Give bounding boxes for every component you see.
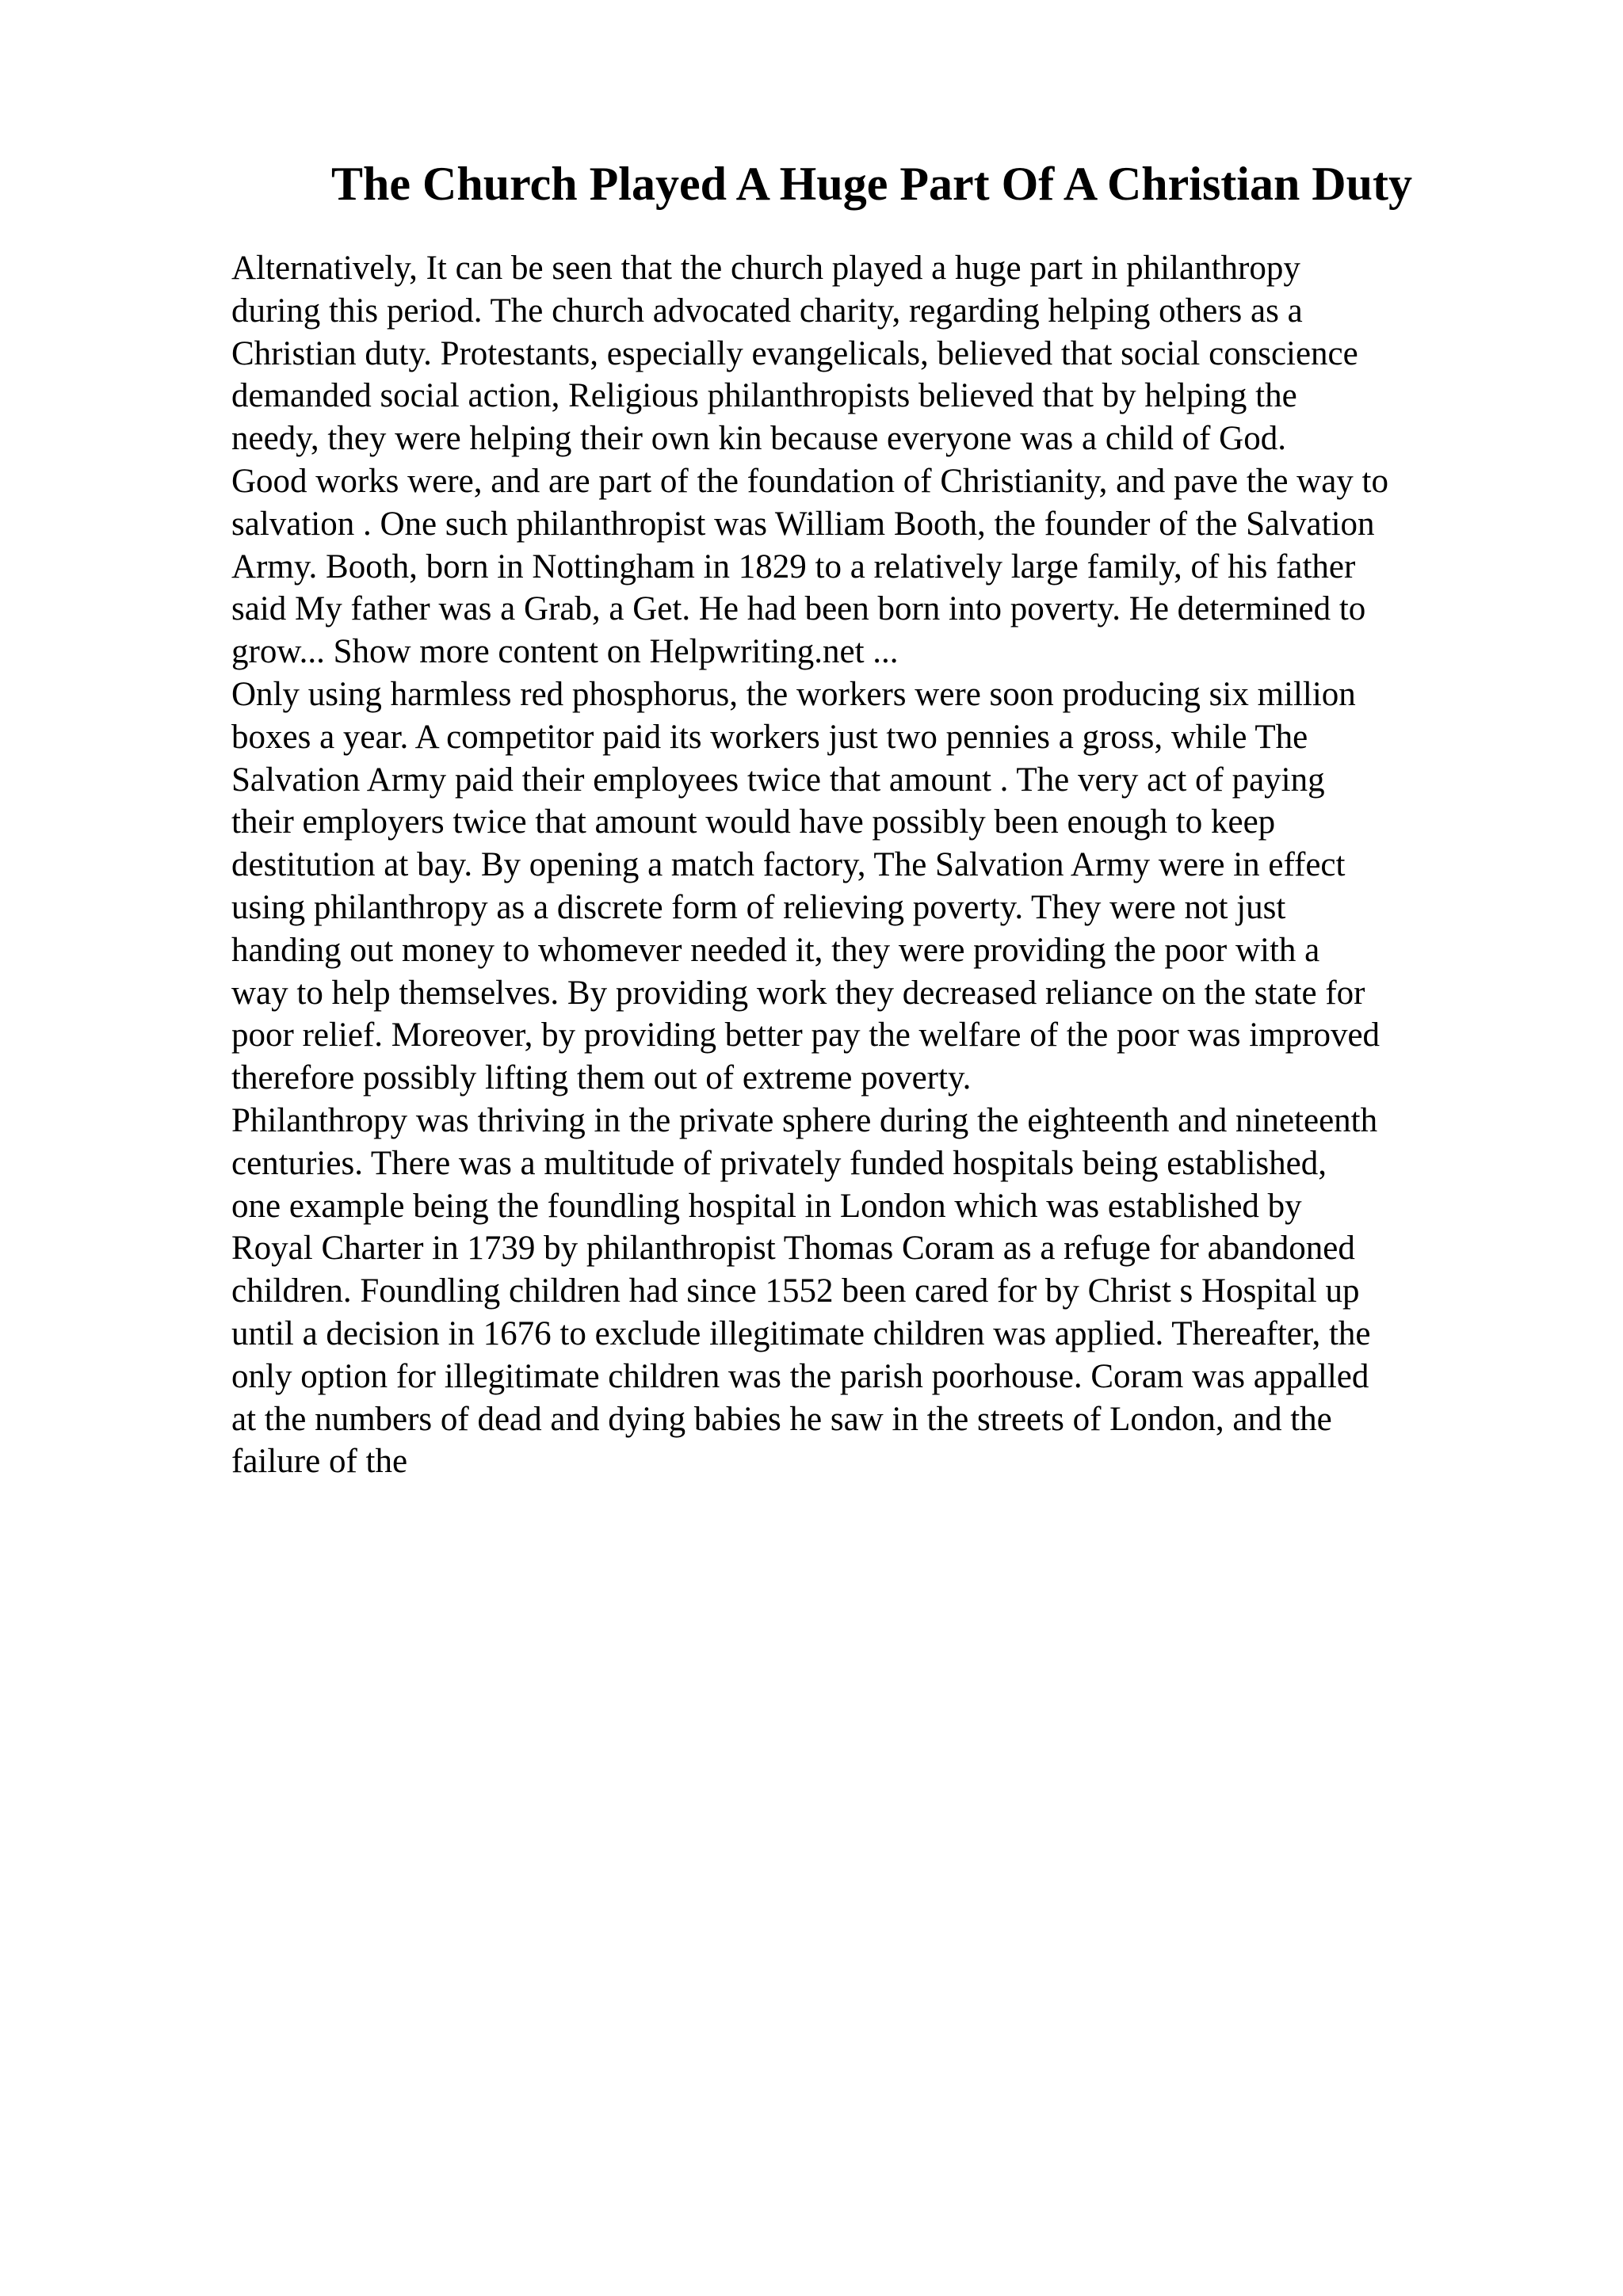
- body-line: handing out money to whomever needed it, they were providing the poor with a: [231, 931, 1320, 969]
- body-line: children. Foundling children had since 1552 been cared for by Christ s Hospital up: [231, 1272, 1360, 1310]
- body-line: only option for illegitimate children was the parish poorhouse. Coram was appalled: [231, 1357, 1369, 1395]
- body-line: salvation . One such philanthropist was William Booth, the founder of the Salvation: [231, 505, 1375, 543]
- body-line: using philanthropy as a discrete form of relieving poverty. They were not just: [231, 888, 1286, 926]
- body-line: Alternatively, It can be seen that the church played a huge part in philanthropy: [231, 250, 1300, 287]
- body-line: during this period. The church advocated charity, regarding helping others as a: [231, 292, 1303, 330]
- body-line: Philanthropy was thriving in the private sphere during the eighteenth and nineteenth: [231, 1101, 1378, 1139]
- body-line: grow... Show more content on Helpwriting.net ...: [231, 633, 899, 671]
- body-line: needy, they were helping their own kin because everyone was a child of God.: [231, 420, 1286, 458]
- body-line: therefore possibly lifting them out of extreme poverty.: [231, 1059, 972, 1097]
- body-line: their employers twice that amount would have possibly been enough to keep: [231, 803, 1276, 841]
- body-line: Army. Booth, born in Nottingham in 1829 to a relatively large family, of his father: [231, 547, 1356, 585]
- body-line: Good works were, and are part of the foundation of Christianity, and pave the way to: [231, 462, 1388, 500]
- body-line: destitution at bay. By opening a match factory, The Salvation Army were in effect: [231, 846, 1346, 884]
- body-line: Only using harmless red phosphorus, the workers were soon producing six million: [231, 675, 1356, 713]
- body-line: way to help themselves. By providing work they decreased reliance on the state for: [231, 974, 1365, 1012]
- body-line: Salvation Army paid their employees twice that amount . The very act of paying: [231, 761, 1325, 799]
- document-title: The Church Played A Huge Part Of A Christian Duty: [330, 158, 1412, 210]
- body-line: demanded social action, Religious philanthropists believed that by helping the: [231, 377, 1297, 415]
- body-line: said My father was a Grab, a Get. He had been born into poverty. He determined to: [231, 590, 1366, 628]
- body-line: at the numbers of dead and dying babies he saw in the streets of London, and the: [231, 1400, 1332, 1438]
- body-line: one example being the foundling hospital in London which was established by: [231, 1187, 1302, 1225]
- body-line: Royal Charter in 1739 by philanthropist Thomas Coram as a refuge for abandoned: [231, 1230, 1355, 1268]
- document-body: [231, 247, 1594, 1483]
- body-line: poor relief. Moreover, by providing better pay the welfare of the poor was improved: [231, 1016, 1381, 1055]
- body-line: Christian duty. Protestants, especially evangelicals, believed that social conscience: [231, 334, 1358, 372]
- body-line: failure of the: [231, 1443, 408, 1481]
- body-line: until a decision in 1676 to exclude illegitimate children was applied. Thereafter, the: [231, 1314, 1371, 1352]
- body-line: boxes a year. A competitor paid its workers just two pennies a gross, while The: [231, 718, 1308, 756]
- body-line: centuries. There was a multitude of privately funded hospitals being established,: [231, 1144, 1327, 1182]
